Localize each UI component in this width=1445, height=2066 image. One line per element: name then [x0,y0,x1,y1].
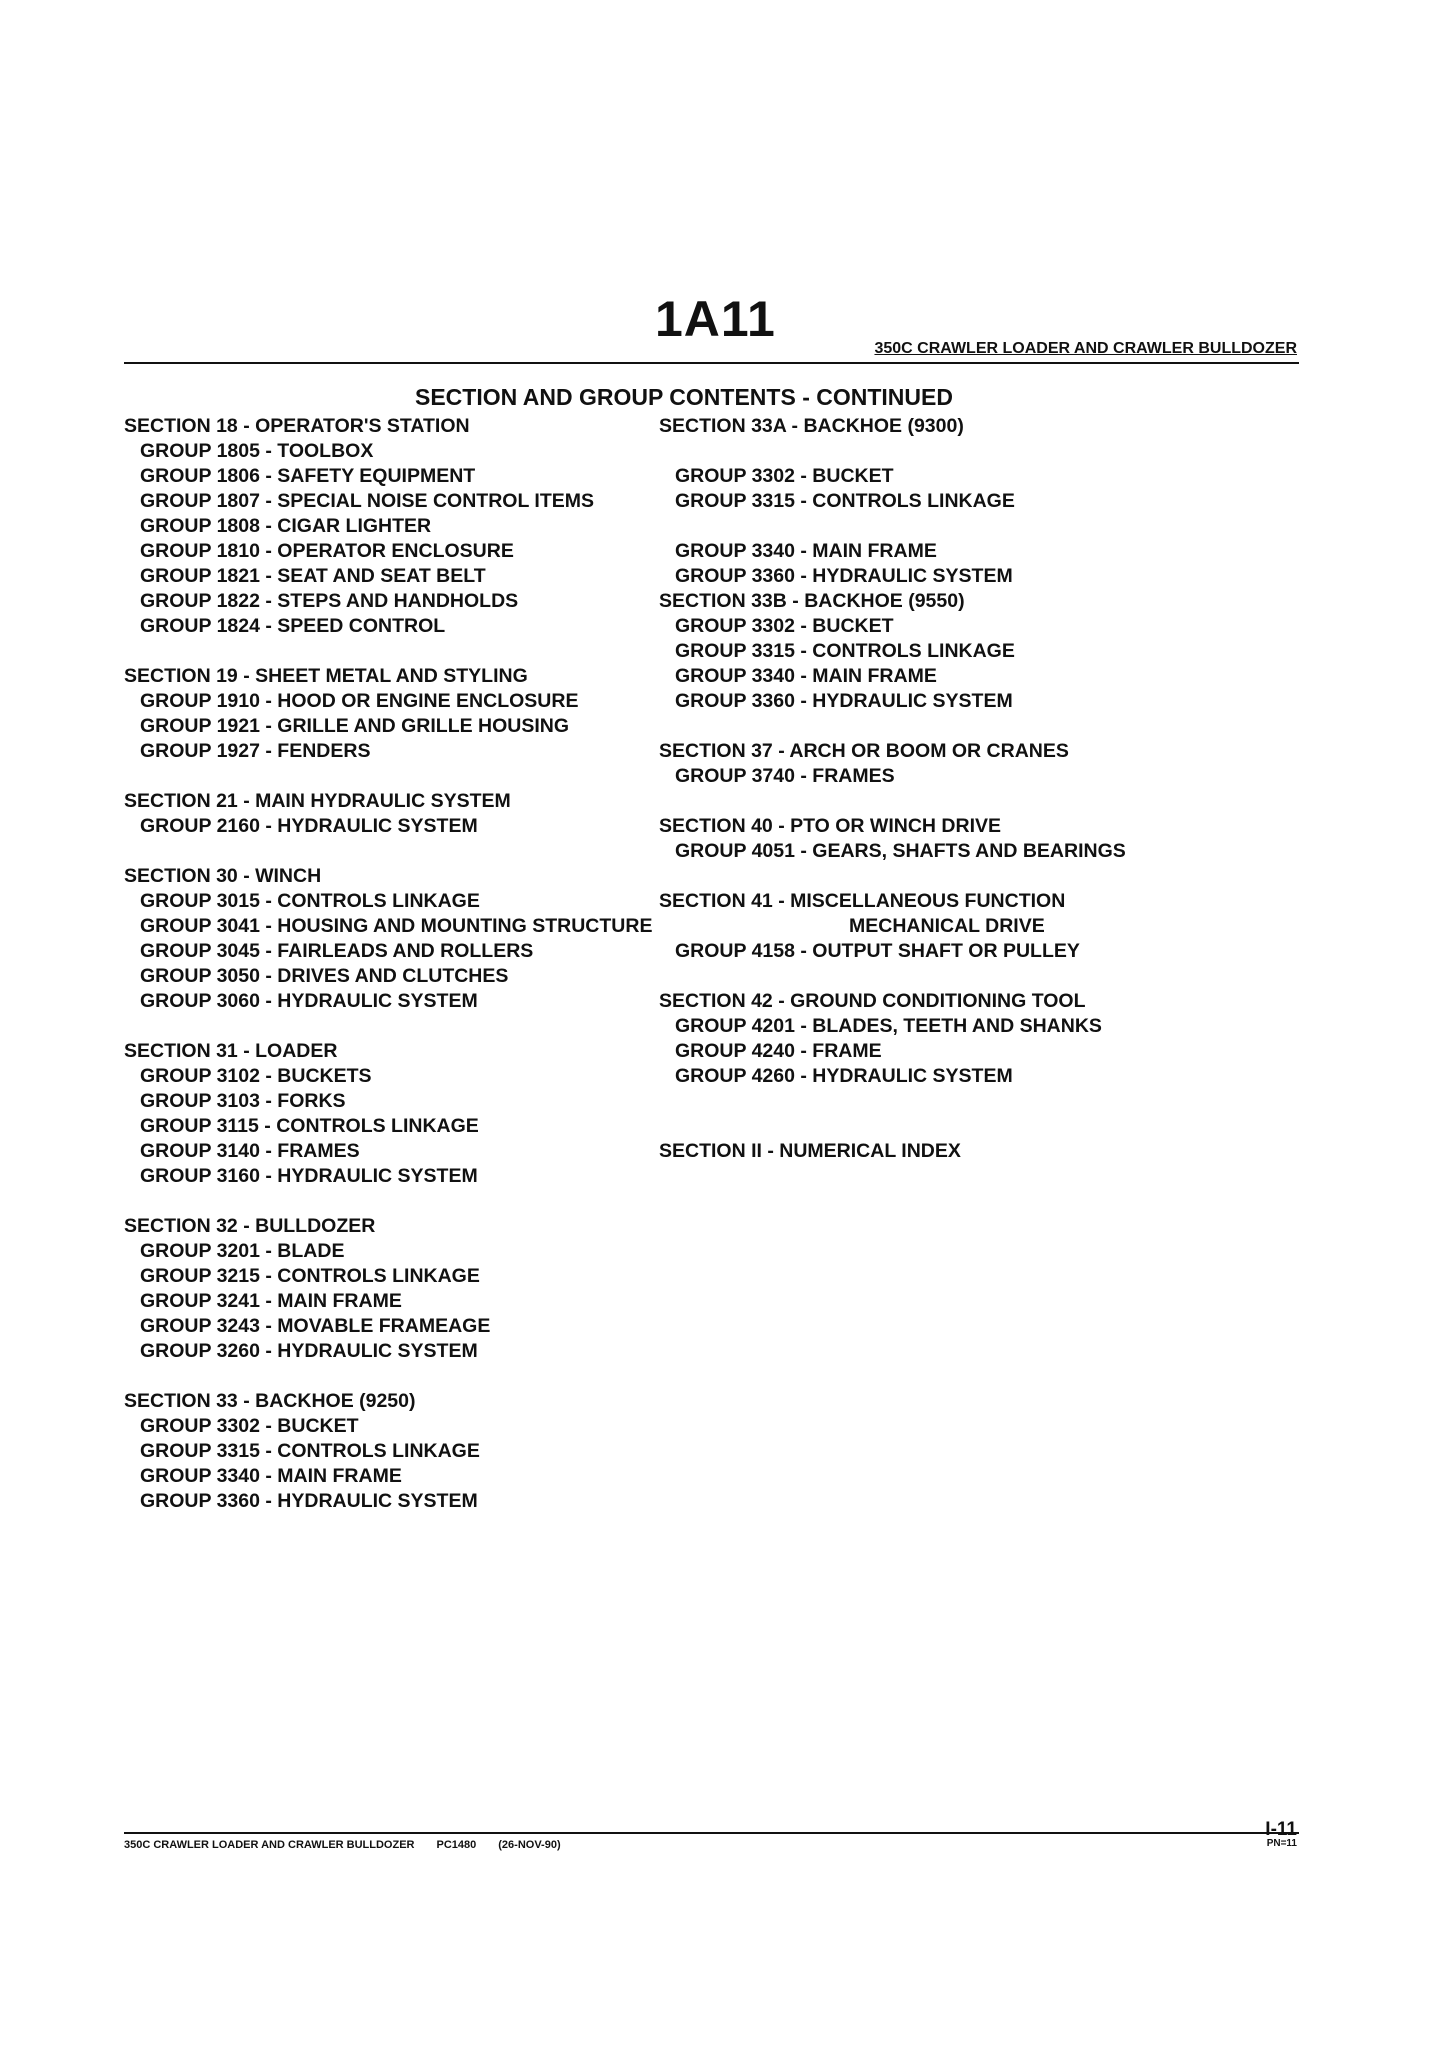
group-entry: GROUP 3315 - CONTROLS LINKAGE [675,640,1015,662]
contents-title: SECTION AND GROUP CONTENTS - CONTINUED [415,384,953,410]
group-entry: GROUP 4201 - BLADES, TEETH AND SHANKS [675,1015,1102,1037]
footer-page-number [1265,1820,1297,1849]
group-entry: GROUP 3045 - FAIRLEADS AND ROLLERS [140,940,534,962]
group-entry: GROUP 3140 - FRAMES [140,1140,360,1162]
section-heading: SECTION 37 - ARCH OR BOOM OR CRANES [659,740,1069,762]
group-entry: GROUP 1910 - HOOD OR ENGINE ENCLOSURE [140,690,579,712]
header-subtitle: 350C CRAWLER LOADER AND CRAWLER BULLDOZER [874,340,1297,357]
group-entry: GROUP 4240 - FRAME [675,1040,882,1062]
group-entry: GROUP 3315 - CONTROLS LINKAGE [675,490,1015,512]
header-rule [124,362,1299,364]
section-heading: SECTION 33A - BACKHOE (9300) [659,415,964,437]
section-heading: SECTION 18 - OPERATOR'S STATION [124,415,470,437]
spacer [124,764,652,789]
left-column [124,414,652,1514]
group-entry: GROUP 3243 - MOVABLE FRAMEAGE [140,1315,491,1337]
group-entry: GROUP 3302 - BUCKET [675,615,894,637]
spacer [124,1014,652,1039]
group-entry: GROUP 1821 - SEAT AND SEAT BELT [140,565,486,587]
group-entry: GROUP 1805 - TOOLBOX [140,440,374,462]
group-entry: GROUP 3360 - HYDRAULIC SYSTEM [675,690,1013,712]
group-entry: GROUP 1810 - OPERATOR ENCLOSURE [140,540,514,562]
group-entry: GROUP 3340 - MAIN FRAME [675,665,937,687]
footer-date: (26-NOV-90) [498,1839,561,1851]
section-heading: SECTION 30 - WINCH [124,865,322,887]
section-heading: SECTION 40 - PTO OR WINCH DRIVE [659,815,1002,837]
group-entry: GROUP 3060 - HYDRAULIC SYSTEM [140,990,478,1012]
group-entry: GROUP 3103 - FORKS [140,1090,346,1112]
spacer [659,1114,1126,1139]
spacer [659,714,1126,739]
section-heading: SECTION 21 - MAIN HYDRAULIC SYSTEM [124,790,511,812]
group-entry: GROUP 1806 - SAFETY EQUIPMENT [140,465,476,487]
right-column [659,414,1126,1164]
page-code: 1A11 [655,291,776,347]
footer-catalog: PC1480 [436,1839,477,1851]
spacer [659,439,1126,464]
group-entry: GROUP 1808 - CIGAR LIGHTER [140,515,432,537]
group-entry: GROUP 4260 - HYDRAULIC SYSTEM [675,1065,1013,1087]
group-entry: GROUP 3215 - CONTROLS LINKAGE [140,1265,480,1287]
group-entry: GROUP 1807 - SPECIAL NOISE CONTROL ITEMS [140,490,595,512]
group-entry: GROUP 3302 - BUCKET [675,465,894,487]
group-entry: GROUP 3241 - MAIN FRAME [140,1290,402,1312]
section-heading: SECTION 19 - SHEET METAL AND STYLING [124,665,528,687]
footer-info [124,1839,583,1851]
group-entry: GROUP 3302 - BUCKET [140,1415,359,1437]
spacer [124,1364,652,1389]
group-entry: GROUP 3340 - MAIN FRAME [675,540,937,562]
section-heading: SECTION II - NUMERICAL INDEX [659,1140,961,1162]
group-entry: GROUP 3315 - CONTROLS LINKAGE [140,1440,480,1462]
group-entry: GROUP 1822 - STEPS AND HANDHOLDS [140,590,519,612]
group-entry: GROUP 4051 - GEARS, SHAFTS AND BEARINGS [675,840,1126,862]
group-entry: GROUP 3015 - CONTROLS LINKAGE [140,890,480,912]
group-entry: GROUP 3041 - HOUSING AND MOUNTING STRUCTURE [140,915,653,937]
group-entry: GROUP 2160 - HYDRAULIC SYSTEM [140,815,478,837]
group-entry: GROUP 3050 - DRIVES AND CLUTCHES [140,965,509,987]
group-entry: GROUP 3340 - MAIN FRAME [140,1465,402,1487]
group-entry: GROUP 1824 - SPEED CONTROL [140,615,446,637]
group-entry: GROUP 4158 - OUTPUT SHAFT OR PULLEY [675,940,1080,962]
footer-model: 350C CRAWLER LOADER AND CRAWLER BULLDOZER [124,1839,415,1851]
section-heading: SECTION 33 - BACKHOE (9250) [124,1390,416,1412]
group-entry: GROUP 3260 - HYDRAULIC SYSTEM [140,1340,478,1362]
section-heading: SECTION 33B - BACKHOE (9550) [659,590,965,612]
section-heading-continuation: MECHANICAL DRIVE [849,915,1045,937]
group-entry: GROUP 3115 - CONTROLS LINKAGE [140,1115,479,1137]
section-heading: SECTION 31 - LOADER [124,1040,338,1062]
group-entry: GROUP 3102 - BUCKETS [140,1065,372,1087]
section-heading: SECTION 41 - MISCELLANEOUS FUNCTION [659,890,1066,912]
page-sub-number: PN=11 [1266,1838,1297,1849]
footer-rule [124,1832,1299,1834]
group-entry: GROUP 3360 - HYDRAULIC SYSTEM [675,565,1013,587]
group-entry: GROUP 3201 - BLADE [140,1240,345,1262]
spacer [659,964,1126,989]
page-number: I-11 [1265,1819,1297,1840]
spacer [124,839,652,864]
spacer [124,639,652,664]
section-heading: SECTION 42 - GROUND CONDITIONING TOOL [659,990,1086,1012]
group-entry: GROUP 1927 - FENDERS [140,740,371,762]
spacer [124,1189,652,1214]
spacer [659,1089,1126,1114]
spacer [659,864,1126,889]
section-heading: SECTION 32 - BULLDOZER [124,1215,376,1237]
group-entry: GROUP 1921 - GRILLE AND GRILLE HOUSING [140,715,570,737]
group-entry: GROUP 3740 - FRAMES [675,765,895,787]
group-entry: GROUP 3160 - HYDRAULIC SYSTEM [140,1165,478,1187]
group-entry: GROUP 3360 - HYDRAULIC SYSTEM [140,1490,478,1512]
spacer [659,789,1126,814]
spacer [659,514,1126,539]
